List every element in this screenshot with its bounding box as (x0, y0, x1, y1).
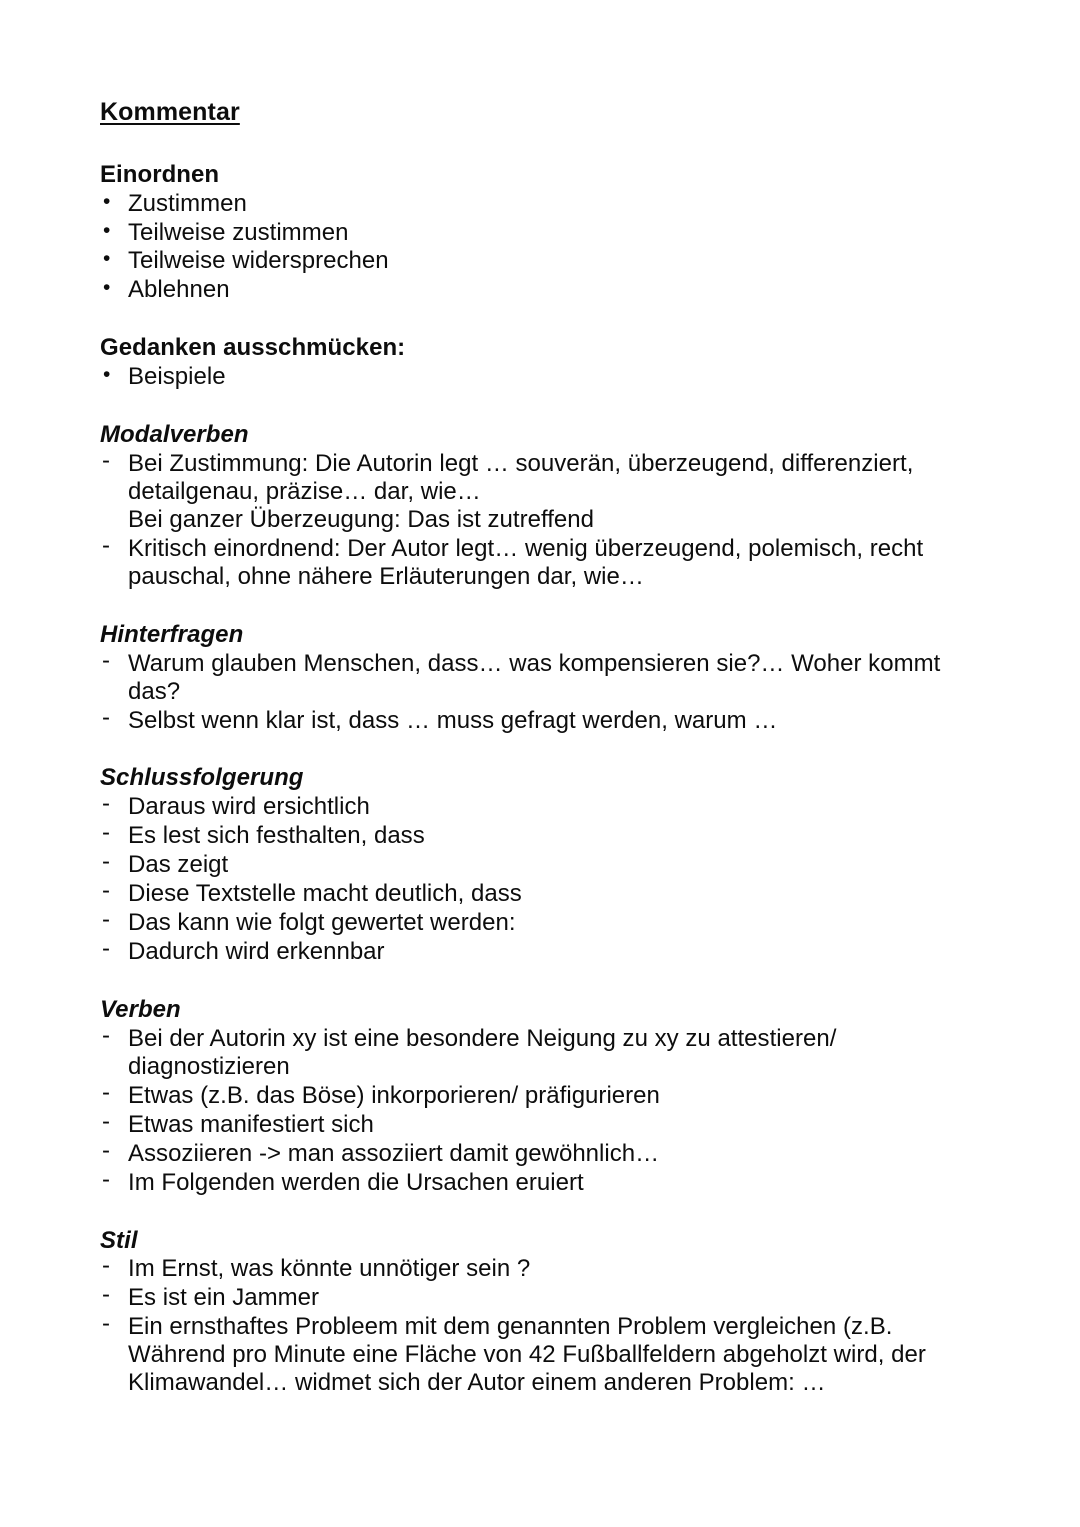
list-item (100, 822, 800, 850)
list-item (100, 650, 945, 706)
list-item-text: Bei Zustimmung: Die Autorin legt … souverän, überzeugend, differenziert, detailgenau, präzise… dar, wie… (128, 450, 914, 505)
section-schlussfolgerung (100, 764, 980, 966)
list-item-text: Kritisch einordnend: Der Autor legt… wenig überzeugend, polemisch, recht pauschal, ohne nähere Erläuterungen dar, wie… (128, 534, 924, 590)
list-item (100, 535, 945, 591)
list-item (100, 707, 945, 735)
list-item (100, 1025, 930, 1081)
list-item (100, 1169, 930, 1197)
list-item (100, 1140, 930, 1168)
list-item-text: Assoziieren -> man assoziiert damit gewöhnlich… (128, 1139, 660, 1167)
list-stil (100, 1255, 945, 1397)
list-schlussfolgerung (100, 793, 800, 966)
section-heading-einordnen: Einordnen (100, 160, 220, 188)
list-modalverben (100, 450, 945, 591)
list-item-subline: Bei ganzer Überzeugung: Das ist zutreffend (128, 505, 595, 533)
list-item (100, 793, 800, 821)
section-einordnen (100, 161, 980, 305)
list-item (100, 450, 945, 534)
list-item-text: Diese Textstelle macht deutlich, dass (128, 880, 522, 908)
section-modalverben (100, 421, 980, 591)
list-item-text: Beispiele (128, 363, 226, 391)
list-item-text: Im Folgenden werden die Ursachen eruiert (128, 1168, 584, 1196)
section-stil (100, 1227, 980, 1398)
list-gedanken-ausschmuecken (100, 363, 620, 391)
section-hinterfragen (100, 621, 980, 735)
list-item-text: Es ist ein Jammer (128, 1284, 320, 1312)
list-item (100, 1111, 930, 1139)
list-item-text: Bei der Autorin xy ist eine besondere Neigung zu xy zu attestieren/ diagnostizieren (128, 1024, 837, 1080)
list-item-text: Es lest sich festhalten, dass (128, 822, 425, 850)
list-hinterfragen (100, 650, 945, 735)
list-item (100, 363, 620, 391)
list-item-text: Etwas (z.B. das Böse) inkorporieren/ präfigurieren (128, 1081, 660, 1109)
list-item-text: Warum glauben Menschen, dass… was kompensieren sie?… Woher kommt das? (128, 649, 941, 705)
list-item-text: Teilweise zustimmen (128, 218, 349, 246)
list-item (100, 276, 620, 304)
list-item-text: Selbst wenn klar ist, dass … muss gefragt werden, warum … (128, 706, 778, 734)
list-item-text: Das zeigt (128, 851, 229, 879)
section-heading-verben: Verben (100, 996, 181, 1023)
section-heading-schlussfolgerung: Schlussfolgerung (100, 764, 304, 792)
list-item (100, 1082, 930, 1110)
list-item-text: Dadurch wird erkennbar (128, 938, 385, 966)
list-item (100, 938, 800, 966)
list-item (100, 190, 620, 218)
page-title: Kommentar (100, 98, 240, 126)
section-heading-hinterfragen: Hinterfragen (100, 620, 244, 648)
list-item (100, 1284, 945, 1312)
list-item (100, 909, 800, 937)
list-item-text: Etwas manifestiert sich (128, 1110, 374, 1138)
list-verben (100, 1025, 930, 1197)
section-verben (100, 996, 980, 1197)
section-heading-stil: Stil (100, 1226, 138, 1254)
list-item (100, 1255, 945, 1283)
list-item (100, 851, 800, 879)
list-item-text: Ein ernsthaftes Probleem mit dem genannten Problem vergleichen (z.B. Während pro Minute eine Fläche von 42 Fußballfeldern abgeholzt wird, der Klimawandel… widmet sich der Autor einem anderen Problem: … (128, 1313, 926, 1397)
section-heading-modalverben: Modalverben (100, 421, 249, 449)
list-einordnen (100, 190, 620, 305)
list-item (100, 1313, 945, 1397)
list-item (100, 880, 800, 908)
list-item (100, 247, 620, 275)
list-item-text: Ablehnen (128, 276, 230, 304)
section-heading-gedanken-ausschmuecken: Gedanken ausschmücken: (100, 334, 406, 362)
list-item-text: Das kann wie folgt gewertet werden: (128, 909, 516, 937)
section-gedanken-ausschmuecken (100, 334, 980, 391)
list-item-text: Im Ernst, was könnte unnötiger sein ? (128, 1255, 531, 1283)
list-item (100, 219, 620, 247)
list-item-text: Teilweise widersprechen (128, 247, 389, 275)
list-item-text: Zustimmen (128, 189, 247, 217)
list-item-text: Daraus wird ersichtlich (128, 793, 370, 821)
